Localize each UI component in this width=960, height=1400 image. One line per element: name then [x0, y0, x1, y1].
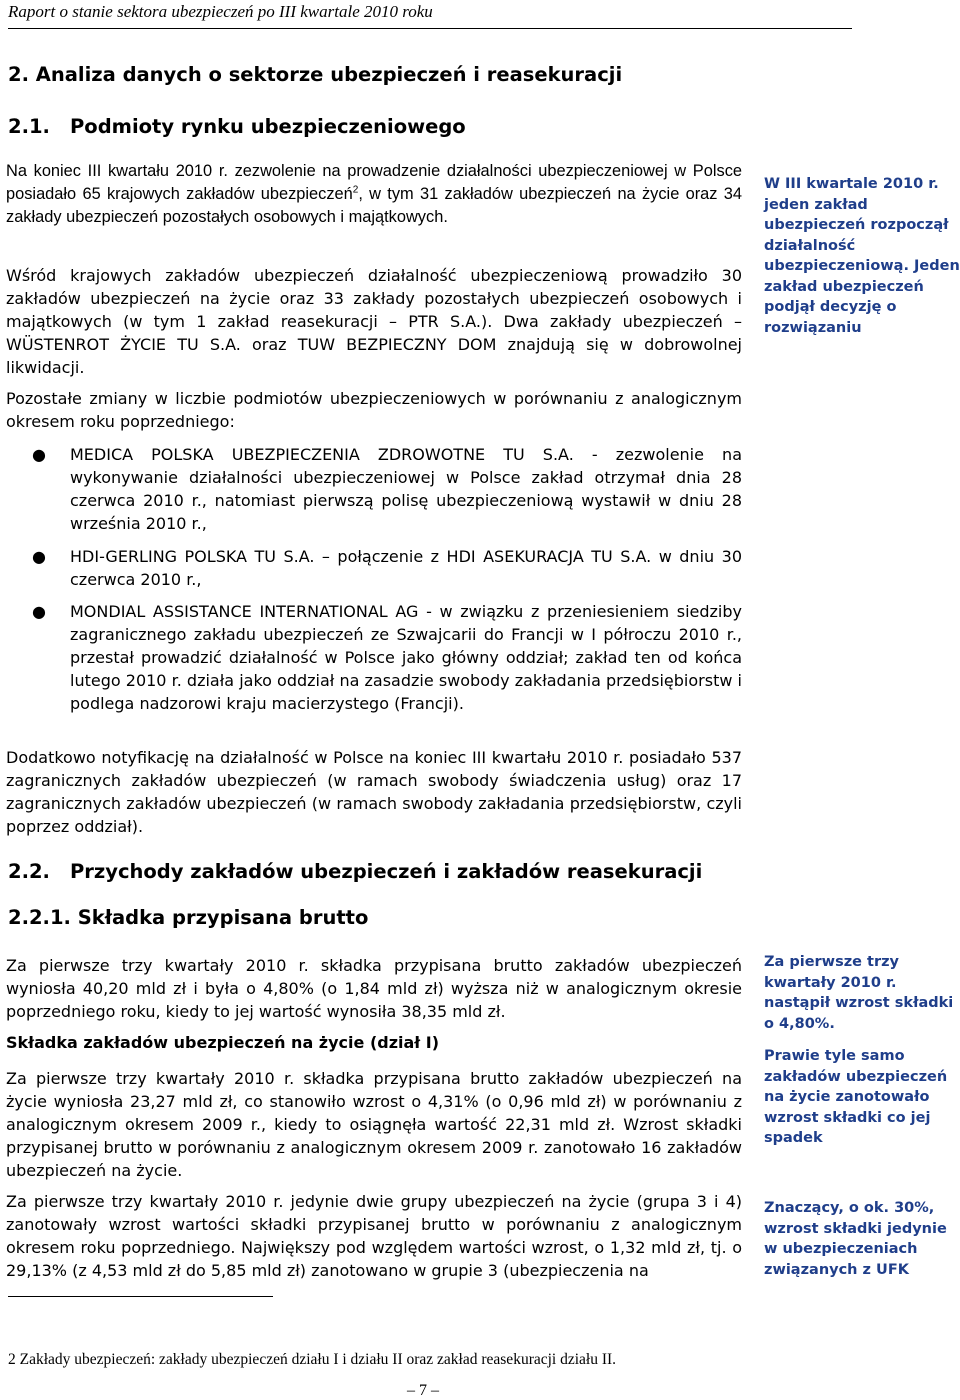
- bullet-icon: ●: [32, 445, 46, 464]
- page-number: – 7 –: [407, 1382, 439, 1399]
- margin-note: W III kwartale 2010 r. jeden zakład ubezpieczeń rozpoczął działalność ubezpieczeniową. Jeden zakład ubezpieczeń podjął decyzję o rozwiązaniu: [764, 176, 960, 336]
- section-title: Podmioty rynku ubezpieczeniowego: [70, 115, 466, 138]
- margin-note: Prawie tyle samo zakładów ubezpieczeń na życie zanotowało wzrost składki co jej spadek: [764, 1048, 948, 1146]
- list-item: ● HDI-GERLING POLSKA TU S.A. – połączenie z HDI ASEKURACJA TU S.A. w dniu 30 czerwca 2010 r.,: [32, 547, 742, 589]
- paragraph-entities-count: Na koniec III kwartału 2010 r. zezwolenie na prowadzenie działalności ubezpieczeniowej w Polsce posiadało 65 krajowych zakładów ubezpieczeń$^2$, w tym 31 zakładów ubezpieczeń na życie oraz 34 zakłady ubezpieczeń pozostałych osobowych i majątkowych.: [6, 162, 742, 226]
- bullet-icon: ●: [32, 602, 46, 621]
- section-2-2-heading: [8, 860, 702, 883]
- section-number: 2.2.: [8, 860, 50, 883]
- section-title: Przychody zakładów ubezpieczeń i zakładów reasekuracji: [70, 860, 703, 883]
- margin-note: Znaczący, o ok. 30%, wzrost składki jedynie w ubezpieczeniach związanych z UFK: [764, 1200, 947, 1278]
- section-2-heading: 2. Analiza danych o sektorze ubezpieczeń i reasekuracji: [8, 63, 623, 86]
- running-header: [8, 2, 852, 29]
- paragraph-notifications: Dodatkowo notyfikację na działalność w Polsce na koniec III kwartału 2010 r. posiadało 537 zagranicznych zakładów ubezpieczeń (w ramach swobody świadczenia usług) oraz 17 zagranicznych zakładów ubezpieczeń (w ramach swobody zakładania przedsiębiorstw, czyli poprzez oddział).: [6, 748, 742, 836]
- section-number: 2.1.: [8, 115, 50, 138]
- footnote-ref[interactable]: 2: [352, 184, 359, 196]
- footnote: 2 Zakłady ubezpieczeń: zakłady ubezpieczeń działu I i działu II oraz zakład reasekuracji działu II.: [8, 1351, 617, 1368]
- paragraph-life-groups: Za pierwsze trzy kwartały 2010 r. jedynie dwie grupy ubezpieczeń na życie (grupa 3 i 4) zanotowały wzrost wartości składki przypisanej brutto w porównaniu z analogicznym okresem roku poprzedniego. Największy pod względem wartości wzrost, o 1,32 mld zł, tj. o 29,13% (z 4,53 mld zł do 5,85 mld zł) zanotowano w grupie 3 (ubezpieczenia na: [6, 1192, 742, 1280]
- list-item: ● MONDIAL ASSISTANCE INTERNATIONAL AG - w związku z przeniesieniem siedziby zagranicznego zakładu ubezpieczeń ze Szwajcarii do Francji w I półroczu 2010 r., przestał prowadzić działalność w Polsce jako główny oddział; zakład ten od końca lutego 2010 r. działa jako oddział na zasadzie swobody zakładania przedsiębiorstw i podlega nadzorowi kraju macierzystego (Francji).: [32, 602, 742, 713]
- margin-note: Za pierwsze trzy kwartały 2010 r. nastąpił wzrost składki o 4,80%.: [764, 954, 954, 1032]
- running-title: Raport o stanie sektora ubezpieczeń po III kwartale 2010 roku: [8, 2, 433, 21]
- subheading-life-insurance: Składka zakładów ubezpieczeń na życie (dział I): [6, 1033, 440, 1052]
- bullet-icon: ●: [32, 547, 46, 566]
- section-2-1-heading: [8, 115, 466, 138]
- paragraph-gross-premium: Za pierwsze trzy kwartały 2010 r. składka przypisana brutto zakładów ubezpieczeń wyniosła 40,20 mld zł i była o 4,80% (o 1,84 mld zł) wyższa niż w analogicznym okresie poprzedniego roku, kiedy to jej wartość wynosiła 38,35 mld zł.: [6, 956, 742, 1021]
- footnote-divider: [8, 1296, 273, 1297]
- list-item: ● MEDICA POLSKA UBEZPIECZENIA ZDROWOTNE TU S.A. - zezwolenie na wykonywanie działalności ubezpieczeniowej w Polsce zakład otrzymał dnia 28 czerwca 2010 r., natomiast pierwszą polisę ubezpieczeniową wystawił w dniu 28 września 2010 r.,: [32, 445, 742, 533]
- section-2-2-1-heading: 2.2.1. Składka przypisana brutto: [8, 906, 369, 929]
- paragraph-active-entities: Wśród krajowych zakładów ubezpieczeń działalność ubezpieczeniową prowadziło 30 zakładów ubezpieczeń na życie oraz 33 zakłady pozostałych ubezpieczeń osobowych i majątkowych (w tym 1 zakład reasekuracji – PTR S.A.). Dwa zakłady ubezpieczeń – WÜSTENROT ŻYCIE TU S.A. oraz TUW BEZPIECZNY DOM znajdują się w dobrowolnej likwidacji.: [6, 266, 742, 377]
- paragraph-life-premium: Za pierwsze trzy kwartały 2010 r. składka przypisana brutto zakładów ubezpieczeń na życie wyniosła 23,27 mld zł, co stanowiło wzrost o 4,31% (o 0,96 mld zł) w porównaniu z analogicznym okresem 2009 r., kiedy to osiągnęła wartość 22,31 mld zł. Wzrost składki przypisanej brutto w porównaniu z analogicznym okresem 2009 r. zanotowało 16 zakładów ubezpieczeń na życie.: [6, 1069, 742, 1180]
- paragraph-changes-intro: Pozostałe zmiany w liczbie podmiotów ubezpieczeniowych w porównaniu z analogicznym okresem roku poprzedniego:: [6, 389, 742, 431]
